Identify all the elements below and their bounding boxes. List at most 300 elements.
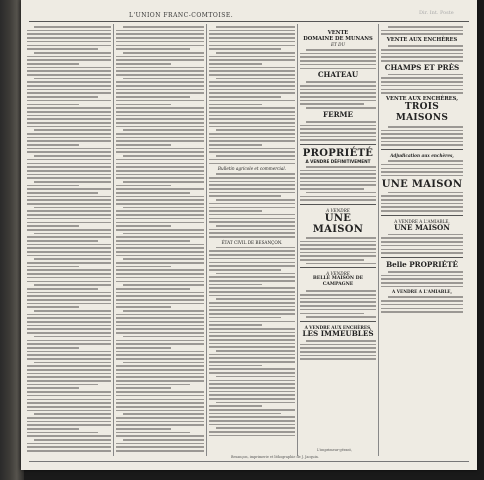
- text-line: [209, 37, 295, 39]
- text-line: [209, 398, 295, 400]
- text-line: [209, 269, 281, 271]
- ad-vendre-amiable-2: A VENDRE A L'AMIABLE,: [392, 289, 452, 295]
- column-3-text-bottom: [209, 247, 295, 437]
- text-line: [381, 171, 463, 173]
- ad-une-maison-heading-2: UNE MAISON: [381, 178, 463, 190]
- text-line: [27, 166, 111, 168]
- text-line: [27, 417, 111, 419]
- text-line: [34, 52, 111, 54]
- text-line: [116, 351, 204, 353]
- text-line: [209, 339, 295, 341]
- library-stamp: Dir. Int. Poste: [419, 10, 454, 16]
- text-line: [27, 222, 111, 224]
- text-line: [34, 181, 111, 183]
- text-line: [116, 67, 204, 69]
- text-line: [27, 41, 111, 43]
- ad-text: [381, 160, 463, 176]
- text-line: [116, 321, 204, 323]
- text-line: [116, 303, 204, 305]
- text-line: [27, 85, 111, 87]
- text-line: [27, 247, 111, 249]
- text-line: [300, 177, 376, 179]
- text-line: [116, 244, 204, 246]
- column-1-text: [27, 26, 111, 452]
- text-line: [209, 328, 295, 330]
- ad-text: [381, 74, 463, 94]
- text-line: [27, 340, 111, 342]
- text-line: [123, 439, 204, 441]
- text-line: [300, 89, 376, 91]
- text-line: [27, 373, 111, 375]
- text-line: [27, 30, 111, 32]
- ad-text: [381, 234, 463, 254]
- ad-belle-propriete-heading: Belle PROPRIÉTÉ: [386, 259, 458, 269]
- text-line: [209, 391, 295, 393]
- ad-et-du: ET DU: [330, 42, 346, 47]
- text-line: [27, 303, 111, 305]
- text-line: [116, 306, 171, 308]
- text-line: [209, 424, 295, 426]
- text-line: [209, 148, 295, 150]
- text-line: [209, 92, 295, 94]
- ad-vente-heading: VENTE: [327, 30, 349, 36]
- text-line: [300, 96, 376, 98]
- text-line: [300, 100, 376, 102]
- text-line: [381, 175, 463, 177]
- column-2-text: [116, 26, 204, 452]
- text-line: [300, 170, 376, 172]
- text-line: [27, 314, 111, 316]
- text-line: [27, 317, 111, 319]
- text-line: [381, 92, 463, 94]
- column-separator: [113, 24, 114, 456]
- text-line: [209, 67, 295, 69]
- text-line: [27, 376, 111, 378]
- text-line: [116, 340, 204, 342]
- text-line: [209, 70, 295, 72]
- text-line: [116, 317, 204, 319]
- text-line: [27, 402, 111, 404]
- text-line: [209, 192, 295, 194]
- text-line: [216, 225, 295, 227]
- text-line: [116, 126, 204, 128]
- text-line: [300, 199, 376, 201]
- text-line: [300, 259, 364, 261]
- text-line: [116, 166, 204, 168]
- text-line: [209, 361, 295, 363]
- text-line: [300, 132, 376, 134]
- text-line: [209, 207, 295, 209]
- text-line: [116, 281, 204, 283]
- text-line: [116, 48, 190, 50]
- text-line: [116, 358, 204, 360]
- text-line: [27, 104, 79, 106]
- text-line: [388, 26, 463, 28]
- text-line: [209, 111, 295, 113]
- text-line: [209, 343, 295, 345]
- text-line: [34, 78, 111, 80]
- text-line: [27, 255, 111, 257]
- text-line: [27, 251, 111, 253]
- text-line: [209, 56, 295, 58]
- text-line: [116, 148, 204, 150]
- text-line: [116, 240, 190, 242]
- text-line: [300, 103, 364, 105]
- text-line: [116, 63, 171, 65]
- text-line: [27, 199, 111, 201]
- text-line: [209, 48, 281, 50]
- text-line: [27, 229, 111, 231]
- text-line: [300, 85, 376, 87]
- text-line: [27, 56, 111, 58]
- text-line: [123, 362, 204, 364]
- text-line: [381, 137, 463, 139]
- text-line: [116, 262, 204, 264]
- masthead: L'UNION FRANC-COMTOISE.: [129, 12, 234, 19]
- text-line: [27, 347, 79, 349]
- text-line: [300, 252, 376, 254]
- text-line: [116, 417, 204, 419]
- text-line: [216, 427, 295, 429]
- text-line: [27, 163, 111, 165]
- text-line: [209, 122, 295, 124]
- text-line: [381, 278, 463, 280]
- text-line: [300, 351, 376, 353]
- text-line: [209, 250, 295, 252]
- text-line: [306, 166, 376, 168]
- column-separator: [378, 24, 379, 456]
- text-line: [388, 234, 463, 236]
- text-line: [116, 399, 204, 401]
- ad-text: [300, 290, 376, 317]
- text-line: [381, 245, 463, 247]
- text-line: [300, 128, 376, 130]
- text-line: [300, 255, 376, 257]
- text-line: [209, 368, 295, 370]
- text-line: [116, 391, 204, 393]
- ad-chateau-heading: CHATEAU: [317, 70, 359, 80]
- ad-vendre-amiable: A VENDRE A L'AMIABLE,: [394, 218, 450, 224]
- text-line: [388, 126, 463, 128]
- text-line: [209, 295, 295, 297]
- text-line: [209, 321, 295, 323]
- text-line: [306, 263, 376, 265]
- text-line: [27, 387, 79, 389]
- text-line: [116, 365, 204, 367]
- text-line: [116, 269, 204, 271]
- text-line: [116, 347, 171, 349]
- text-line: [209, 104, 262, 106]
- text-line: [300, 92, 376, 94]
- text-line: [116, 314, 204, 316]
- text-line: [34, 155, 111, 157]
- text-line: [209, 133, 295, 135]
- text-line: [381, 249, 463, 251]
- text-line: [381, 311, 463, 313]
- text-line: [116, 45, 204, 47]
- column-separator: [206, 24, 207, 456]
- ad-text: [300, 121, 376, 141]
- text-line: [116, 369, 204, 371]
- text-line: [27, 151, 111, 153]
- text-line: [381, 252, 463, 254]
- ad-domaine-heading: DOMAINE DE MUNANS: [303, 36, 373, 42]
- text-line: [116, 255, 204, 257]
- text-line: [300, 347, 376, 349]
- text-line: [381, 130, 463, 132]
- text-line: [27, 321, 111, 323]
- text-line: [209, 394, 295, 396]
- text-line: [209, 144, 262, 146]
- text-line: [216, 376, 295, 378]
- text-line: [123, 207, 204, 209]
- text-line: [306, 49, 376, 51]
- text-line: [27, 281, 111, 283]
- ad-une-maison-heading: UNE MAISON: [312, 212, 364, 235]
- text-line: [27, 351, 111, 353]
- text-line: [27, 203, 111, 205]
- text-line: [209, 306, 295, 308]
- text-line: [27, 443, 111, 445]
- text-line: [216, 52, 295, 54]
- text-line: [300, 56, 376, 58]
- ad-immeubles-heading: LES IMMEUBLES: [302, 328, 374, 338]
- text-line: [216, 26, 295, 28]
- text-line: [116, 218, 204, 220]
- text-line: [116, 299, 204, 301]
- text-line: [27, 122, 111, 124]
- text-line: [27, 218, 111, 220]
- ad-divider: [381, 215, 463, 216]
- ad-propriete-heading: PROPRIÉTÉ: [302, 147, 374, 159]
- text-line: [381, 49, 463, 51]
- text-line: [381, 275, 463, 277]
- column-separator: [297, 24, 298, 456]
- text-line: [116, 222, 204, 224]
- text-line: [216, 78, 295, 80]
- text-line: [216, 298, 295, 300]
- text-line: [116, 277, 204, 279]
- text-line: [27, 177, 111, 179]
- text-line: [116, 328, 204, 330]
- text-line: [300, 309, 376, 311]
- text-line: [209, 159, 295, 161]
- text-line: [123, 310, 204, 312]
- text-line: [381, 56, 463, 58]
- text-line: [123, 233, 204, 235]
- text-line: [27, 325, 111, 327]
- ad-une-maison-heading-3: UNE MAISON: [394, 222, 450, 232]
- text-line: [209, 317, 281, 319]
- text-line: [27, 210, 111, 212]
- text-line: [209, 287, 295, 289]
- text-line: [381, 53, 463, 55]
- text-line: [300, 196, 376, 198]
- text-line: [27, 225, 79, 227]
- text-line: [381, 168, 463, 170]
- ad-text: [381, 26, 463, 35]
- text-line: [300, 184, 376, 186]
- text-line: [116, 92, 204, 94]
- ad-vente-encheres-heading: VENTE AUX ENCHÈRES: [386, 37, 458, 44]
- text-line: [27, 118, 111, 120]
- text-line: [381, 141, 463, 143]
- text-line: [116, 424, 204, 426]
- text-line: [116, 59, 204, 61]
- text-line: [116, 96, 190, 98]
- newspaper-page: [21, 0, 477, 470]
- text-line: [381, 203, 463, 205]
- text-line: [209, 140, 295, 142]
- text-line: [216, 155, 295, 157]
- ad-text: [381, 192, 463, 212]
- top-rule: [29, 21, 469, 22]
- text-line: [116, 144, 171, 146]
- text-line: [34, 26, 111, 28]
- text-line: [27, 269, 111, 271]
- text-line: [381, 206, 463, 208]
- text-line: [381, 30, 463, 32]
- text-line: [27, 266, 79, 268]
- text-line: [300, 344, 376, 346]
- ad-text: [300, 340, 376, 360]
- text-line: [300, 68, 376, 70]
- text-line: [116, 199, 204, 201]
- text-line: [209, 107, 295, 109]
- text-line: [34, 284, 111, 286]
- text-line: [209, 203, 295, 205]
- text-line: [27, 450, 111, 452]
- text-line: [27, 369, 111, 371]
- text-line: [123, 258, 204, 260]
- text-line: [27, 159, 111, 161]
- text-line: [116, 133, 204, 135]
- text-line: [116, 443, 204, 445]
- text-line: [209, 420, 295, 422]
- text-line: [27, 137, 111, 139]
- text-line: [116, 395, 204, 397]
- text-line: [388, 192, 463, 194]
- text-line: [209, 81, 295, 83]
- text-line: [209, 302, 295, 304]
- text-line: [209, 332, 295, 334]
- text-line: [306, 107, 376, 109]
- text-line: [116, 137, 204, 139]
- text-line: [116, 174, 204, 176]
- text-line: [306, 290, 376, 292]
- ad-belle-maison-heading: BELLE MAISON DE CAMPAGNE: [312, 276, 364, 288]
- text-line: [27, 395, 111, 397]
- text-line: [116, 210, 204, 212]
- text-line: [27, 126, 111, 128]
- text-line: [27, 365, 111, 367]
- text-line: [381, 89, 463, 91]
- text-line: [27, 273, 111, 275]
- text-line: [300, 188, 364, 190]
- text-line: [209, 151, 295, 153]
- text-line: [34, 207, 111, 209]
- text-line: [27, 196, 111, 198]
- text-line: [209, 265, 295, 267]
- text-line: [116, 435, 204, 437]
- ad-a-vendre-label: A VENDRE: [326, 207, 350, 213]
- text-line: [27, 410, 111, 412]
- text-line: [27, 115, 111, 117]
- text-line: [27, 428, 79, 430]
- text-line: [27, 306, 79, 308]
- text-line: [27, 277, 111, 279]
- text-line: [27, 240, 98, 242]
- text-line: [116, 406, 204, 408]
- text-line: [116, 107, 204, 109]
- text-line: [27, 100, 111, 102]
- ad-champs-pres-heading: CHAMPS ET PRÈS: [384, 62, 460, 72]
- printer-line: Besançon, imprimerie et lithographie de J. Jacquin.: [231, 455, 319, 459]
- text-line: [123, 413, 204, 415]
- ad-adjudication: Adjudication aux enchères,: [390, 153, 454, 159]
- text-line: [209, 214, 295, 216]
- text-line: [116, 421, 204, 423]
- text-line: [116, 56, 204, 58]
- text-line: [209, 188, 295, 190]
- text-line: [116, 89, 204, 91]
- text-line: [116, 343, 204, 345]
- text-line: [27, 89, 111, 91]
- text-line: [34, 233, 111, 235]
- text-line: [123, 336, 204, 338]
- text-line: [27, 384, 98, 386]
- text-line: [209, 416, 295, 418]
- text-line: [27, 45, 111, 47]
- text-line: [209, 258, 295, 260]
- text-line: [116, 33, 204, 35]
- text-line: [27, 236, 111, 238]
- text-line: [209, 254, 295, 256]
- text-line: [34, 362, 111, 364]
- text-line: [216, 129, 295, 131]
- text-line: [300, 298, 376, 300]
- text-line: [116, 380, 204, 382]
- text-line: [116, 118, 204, 120]
- text-line: [27, 107, 111, 109]
- text-line: [27, 148, 111, 150]
- text-line: [216, 247, 295, 249]
- text-line: [27, 299, 111, 301]
- text-line: [209, 357, 295, 359]
- text-line: [306, 121, 376, 123]
- text-line: [27, 59, 111, 61]
- text-line: [27, 92, 111, 94]
- bottom-rule: [29, 461, 469, 462]
- text-line: [27, 446, 111, 448]
- text-line: [300, 53, 376, 55]
- column-3-text-top: [209, 26, 295, 164]
- text-line: [116, 295, 204, 297]
- text-line: [116, 376, 204, 378]
- text-line: [209, 221, 295, 223]
- ad-divider: [300, 267, 376, 268]
- text-line: [116, 192, 190, 194]
- text-line: [116, 247, 204, 249]
- text-line: [27, 48, 98, 50]
- ad-text: [381, 296, 463, 312]
- text-line: [116, 266, 171, 268]
- text-line: [381, 308, 463, 310]
- text-line: [381, 286, 463, 288]
- ad-divider: [300, 204, 376, 205]
- text-line: [381, 237, 463, 239]
- column-5-ads: [381, 24, 463, 456]
